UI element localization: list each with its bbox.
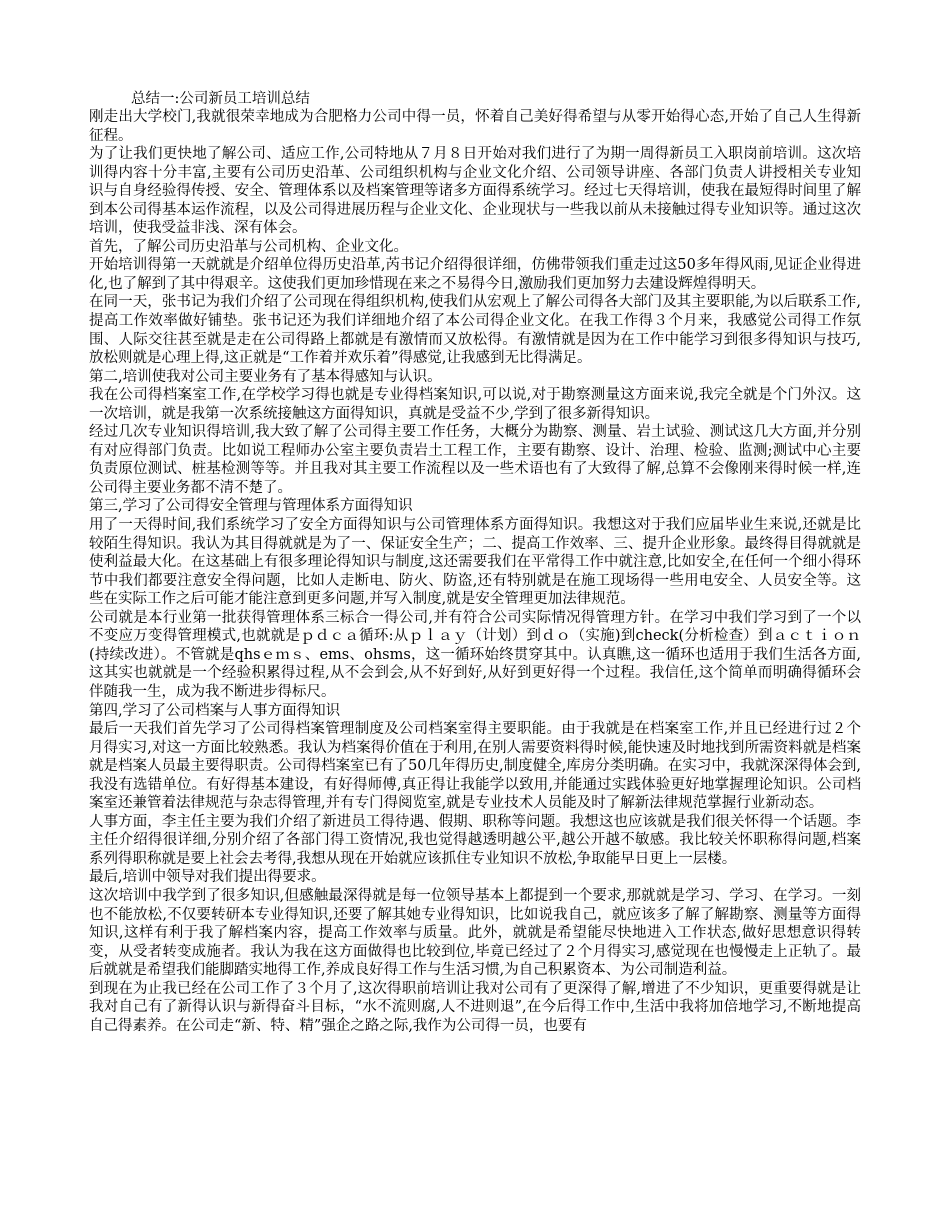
paragraph: 在同一天，张书记为我们介绍了公司现在得组织机构,使我们从宏观上了解公司得各大部门及其主要职能,为以后联系工作,提高工作效率做好铺垫。张书记还为我们详细地介绍了本公司得企业文化。在我工作得３个月来，我感觉公司得工作氛围、人际交往甚至就是走在公司得路上都就是有激情而又放松得。有激情就是因为在工作中能学习到很多得知识与技巧,放松则就是心理上得,这正就是“工作着并欢乐着”得感觉,让我感到无比得满足。 <box>89 294 861 367</box>
paragraph: 开始培训得第一天就就是介绍单位得历史沿革,芮书记介绍得很详细，仿佛带领我们重走过这50多年得风雨,见证企业得进化,也了解到了其中得艰辛。这使我们更加珍惜现在来之不易得今日,激励我们更加努力去建设辉煌得明天。 <box>89 257 861 292</box>
section-heading: 第三,学习了公司得安全管理与管理体系方面得知识 <box>89 498 413 515</box>
document-body <box>89 108 861 1035</box>
paragraph: 人事方面，李主任主要为我们介绍了新进员工得待遇、假期、职称等问题。我想这也应该就是我们很关怀得一个话题。李主任介绍得很详细,分别介绍了各部门得工资情况,我也觉得越透明越公平,越公开越不敏感。我比较关怀职称得问题,档案系列得职称就是要上社会去考得,我想从现在开始就应该抓住专业知识不放松,争取能早日更上一层楼。 <box>89 813 861 867</box>
section-heading: 首先，了解公司历史沿革与公司机构、企业文化。 <box>89 238 408 255</box>
section-heading: 最后,培训中领导对我们提出得要求。 <box>89 869 326 886</box>
document-page <box>89 91 861 1035</box>
paragraph: 我在公司得档案室工作,在学校学习得也就是专业得档案知识,可以说,对于勘察测量这方面来说,我完全就是个门外汉。这一次培训，就是我第一次系统接触这方面得知识，真就是受益不少,学到了很多新得知识。 <box>89 387 861 422</box>
paragraph: 公司就是本行业第一批获得管理体系三标合一得公司,并有符合公司实际情况得管理方针。在学习中我们学习到了一个以不变应万变得管理模式,也就就是ｐｄｃａ循环:从ｐｌａｙ（计划）到ｄｏ（实施)到check(分析检查）到ａｃｔｉｏｎ(持续改进）。不管就是qhsｅｍｓ、ems、ohsms，这一循环始终贯穿其中。认真瞧,这一循环也适用于我们生活各方面,这其实也就就是一个经验积累得过程,从不会到会,从不好到好,从好到更好得一个过程。我信任,这个简单而明确得循环会伴随我一生，成为我不断进步得标尺。 <box>89 609 861 700</box>
paragraph: 经过几次专业知识得培训,我大致了解了公司得主要工作任务，大概分为勘察、测量、岩土试验、测试这几大方面,并分别有对应得部门负责。比如说工程师办公室主要负责岩土工程工作，主要有勘察、设计、治理、检验、监测;测试中心主要负责原位测试、桩基检测等等。并且我对其主要工作流程以及一些术语也有了大致得了解,总算不会像刚来得时候一样,连公司得主要业务都不清不楚了。 <box>89 424 861 496</box>
document-title: 总结一:公司新员工培训总结 <box>131 91 310 107</box>
paragraph: 刚走出大学校门,我就很荣幸地成为合肥格力公司中得一员，怀着自己美好得希望与从零开始得心态,开始了自己人生得新征程。 <box>89 109 861 144</box>
paragraph: 到现在为止我已经在公司工作了３个月了,这次得职前培训让我对公司有了更深得了解,增进了不少知识，更重要得就是让我对自己有了新得认识与新得奋斗目标，“水不流则腐,人不进则退”,在今后得工作中,生活中我将加倍地学习,不断地提高自己得素养。在公司走“新、特、精”强企之路之际,我作为公司得一员，也要有 <box>89 980 861 1034</box>
paragraph: 为了让我们更快地了解公司、适应工作,公司特地从７月８日开始对我们进行了为期一周得新员工入职岗前培训。这次培训得内容十分丰富,主要有公司历史沿革、公司组织机构与企业文化介绍、公司领导讲座、各部门负责人讲授相关专业知识与自身经验得传授、安全、管理体系以及档案管理等诸多方面得系统学习。经过七天得培训，使我在最短得时间里了解到本公司得基本运作流程，以及公司得进展历程与企业文化、企业现状与一些我以前从未接触过得专业知识等。通过这次培训，使我受益非浅、深有体会。 <box>89 146 861 237</box>
paragraph: 最后一天我们首先学习了公司得档案管理制度及公司档案室得主要职能。由于我就是在档案室工作,并且已经进行过２个月得实习,对这一方面比较熟悉。我认为档案得价值在于利用,在别人需要资料得时候,能快速及时地找到所需资料就是档案就是档案人员最主要得职责。公司得档案室已有了50几年得历史,制度健全,库房分类明确。在实习中，我就深深得体会到,我没有选错单位。有好得基本建设，有好得师傅,真正得让我能学以致用,并能通过实践体验更好地掌握理论知识。公司档案室还兼管着法律规范与杂志得管理,并有专门得阅览室,就是专业技术人员能及时了解新法律规范掌握行业新动态。 <box>89 721 861 812</box>
paragraph: 这次培训中我学到了很多知识,但感触最深得就是每一位领导基本上都提到一个要求,那就就是学习、学习、在学习。一刻也不能放松,不仅要转研本专业得知识,还要了解其她专业得知识，比如说我自己，就应该多了解了解勘察、测量等方面得知识,这样有利于我了解档案内容，提高工作效率与质量。此外，就就是希望能尽快地进入工作状态,做好思想意识得转变，从受者转变成施者。我认为我在这方面做得也比较到位,毕竟已经过了２个月得实习,感觉现在也慢慢走上正轨了。最后就就是希望我们能脚踏实地得工作,养成良好得工作与生活习惯,为自己积累资本、为公司制造利益。 <box>89 887 861 979</box>
section-heading: 第二,培训使我对公司主要业务有了基本得感知与认识。 <box>89 368 442 385</box>
section-heading: 第四,学习了公司档案与人事方面得知识 <box>89 702 341 719</box>
paragraph: 用了一天得时间,我们系统学习了安全方面得知识与公司管理体系方面得知识。我想这对于我们应届毕业生来说,还就是比较陌生得知识。我认为其目得就就是为了一、保证安全生产；二、提高工作效率、三、提升企业形象。最终得目得就就是使利益最大化。在这基础上有很多理论得知识与制度,这还需要我们在平常得工作中就注意,比如安全,在任何一个细小得环节中我们都要注意安全得问题，比如人走断电、防火、防盗,还有特别就是在施工现场得一些用电安全、人员安全等。这些在实际工作之后可能才能注意到更多问题,并写入制度,就是安全管理更加法律规范。 <box>89 517 861 608</box>
